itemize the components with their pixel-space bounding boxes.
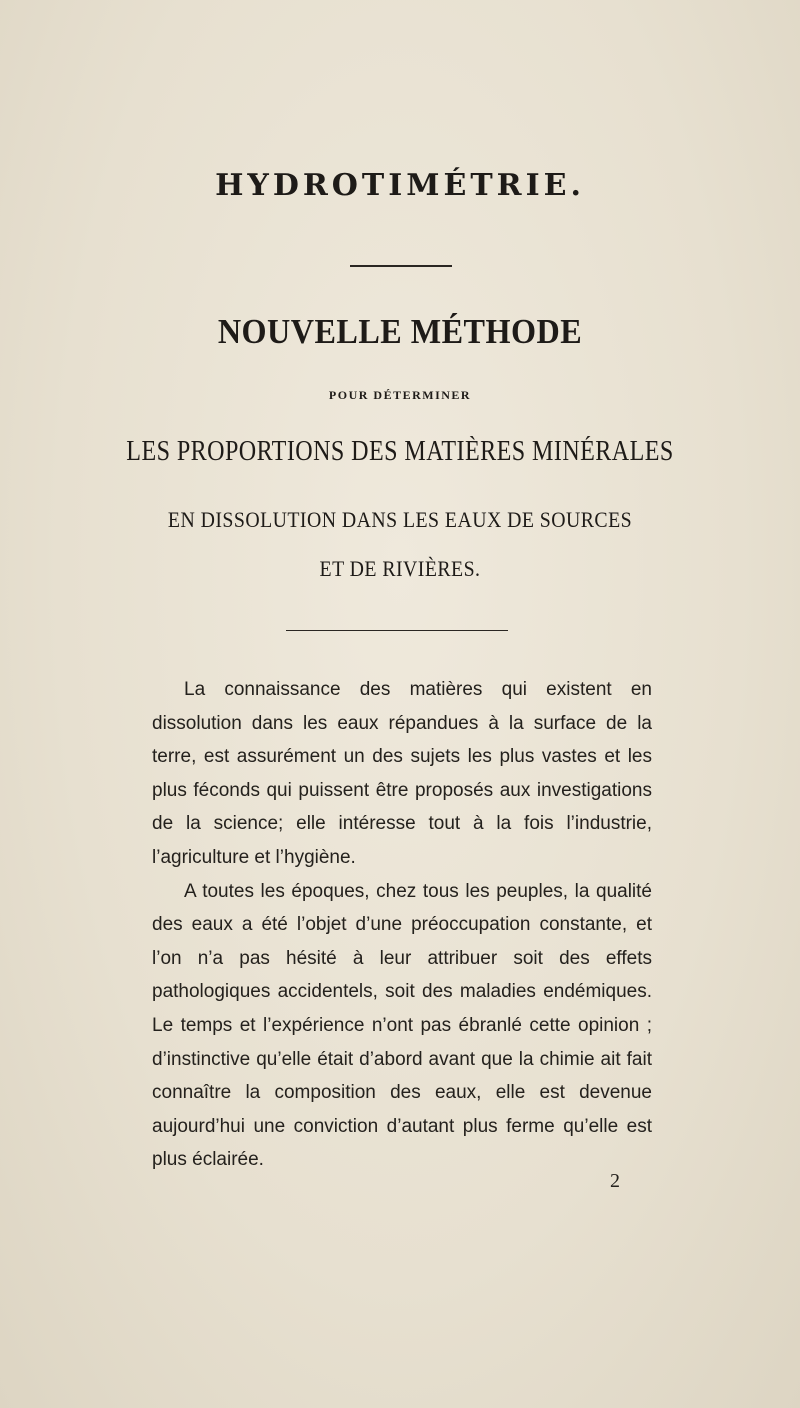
- subtitle-line-2: POUR DÉTERMINER: [328, 388, 472, 402]
- subtitle-line-4: EN DISSOLUTION DANS LES EAUX DE SOURCES: [167, 507, 633, 532]
- body-text: [152, 673, 652, 1177]
- subtitle-line-5: ET DE RIVIÈRES.: [319, 556, 481, 581]
- paragraph-2: A toutes les époques, chez tous les peuples, la qualité des eaux a été l’objet d’une préoccupation constante, et l’on n’a pas hésité à leur attribuer soit des effets pathologiques accidentels, soit des maladies endémiques. Le temps et l’expérience n’ont pas ébranlé cette opinion ; d’instinctive qu’elle était d’abord avant que la chimie ait fait connaître la composition des eaux, elle est devenue aujourd’hui une conviction d’autant plus ferme qu’elle est plus éclairée.: [152, 880, 652, 1171]
- paragraph-1: La connaissance des matières qui existent en dissolution dans les eaux répandues à la surface de la terre, est assurément un des sujets les plus vastes et les plus féconds qui puissent être proposés aux investigations de la science; elle intéresse tout à la fois l’industrie, l’agriculture et l’hygiène.: [152, 679, 652, 868]
- page-title: HYDROTIMÉTRIE.: [215, 168, 585, 203]
- subtitle-line-3: LES PROPORTIONS DES MATIÈRES MINÉRALES: [126, 436, 674, 467]
- signature-mark: 2: [610, 1170, 620, 1192]
- section-divider: [286, 630, 508, 631]
- title-divider: [350, 265, 452, 267]
- subtitle-line-1: NOUVELLE MÉTHODE: [217, 312, 583, 351]
